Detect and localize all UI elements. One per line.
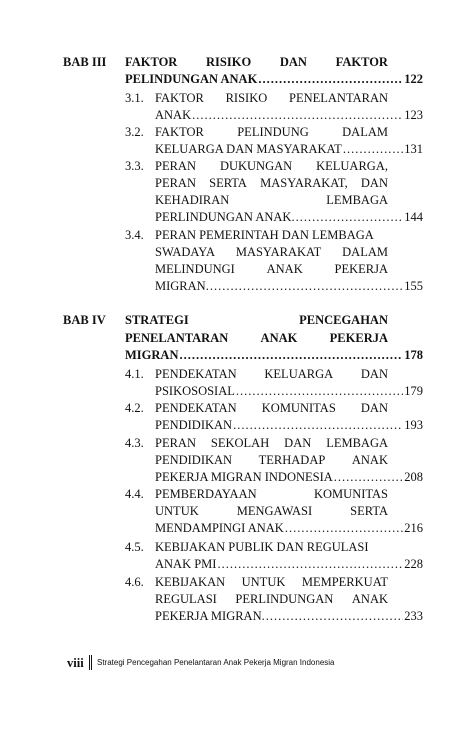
chapter-title-line: PENELANTARAN ANAK PEKERJA bbox=[125, 331, 388, 345]
section-title-line: PENDEKATAN KOMUNITAS DAN bbox=[155, 401, 388, 415]
leader-dots bbox=[236, 384, 403, 399]
section-page: 208 bbox=[404, 470, 423, 484]
chapter-label: BAB IV bbox=[63, 313, 106, 327]
section-page: 228 bbox=[404, 557, 423, 571]
section-title-text: PEKERJA MIGRAN. bbox=[155, 609, 265, 623]
word: FAKTOR bbox=[125, 55, 178, 69]
leader-dots bbox=[192, 108, 403, 123]
section-number: 4.3. bbox=[125, 436, 144, 450]
leader-dots bbox=[233, 418, 403, 433]
section-title-text: PEKERJA MIGRAN INDONESIA bbox=[155, 470, 333, 484]
section-title-text: ANAK PMI bbox=[155, 557, 217, 571]
section-title-line: PENDIDIKAN TERHADAP ANAK bbox=[155, 453, 388, 467]
section-entry[interactable] bbox=[155, 470, 423, 485]
section-entry[interactable] bbox=[155, 279, 423, 294]
section-title-line: FAKTOR PELINDUNG DALAM bbox=[155, 125, 388, 139]
chapter-title-last-line[interactable] bbox=[125, 72, 423, 87]
section-page: 193 bbox=[404, 418, 423, 432]
section-page: 131 bbox=[404, 142, 423, 156]
section-number: 4.4. bbox=[125, 487, 144, 501]
section-title-text: PSIKOSOSIAL bbox=[155, 384, 235, 398]
chapter-title-text: MIGRAN bbox=[125, 348, 179, 362]
chapter-label: BAB III bbox=[63, 55, 107, 69]
leader-dots bbox=[210, 279, 403, 294]
section-title-text: PENDIDIKAN bbox=[155, 418, 233, 432]
leader-dots bbox=[296, 210, 404, 225]
leader-dots bbox=[258, 72, 403, 87]
section-number: 4.5. bbox=[125, 540, 144, 554]
leader-dots bbox=[334, 470, 403, 485]
section-entry[interactable] bbox=[155, 609, 423, 624]
word: DAN bbox=[279, 55, 307, 69]
footer-page-number: viii bbox=[67, 656, 84, 670]
section-page: 233 bbox=[404, 609, 423, 623]
leader-dots bbox=[217, 557, 403, 572]
section-page: 179 bbox=[404, 384, 423, 398]
word: FAKTOR bbox=[335, 55, 388, 69]
section-title-text: MENDAMPINGI ANAK bbox=[155, 521, 284, 535]
section-entry[interactable] bbox=[155, 108, 423, 123]
chapter-page: 178 bbox=[404, 348, 423, 362]
leader-dots bbox=[343, 142, 403, 157]
section-title-line: KEBIJAKAN PUBLIK DAN REGULASI bbox=[155, 540, 369, 554]
section-number: 3.3. bbox=[125, 159, 144, 173]
chapter-title-last-line[interactable] bbox=[125, 348, 423, 363]
leader-dots bbox=[285, 521, 403, 536]
section-title-line: MELINDUNGI ANAK PEKERJA bbox=[155, 262, 388, 276]
section-entry[interactable] bbox=[155, 557, 423, 572]
footer-text: Strategi Pencegahan Penelantaran Anak Pekerja Migran Indonesia bbox=[97, 658, 335, 667]
section-entry[interactable] bbox=[155, 210, 423, 225]
section-number: 3.1. bbox=[125, 91, 144, 105]
section-title-line: PEMBERDAYAAN KOMUNITAS bbox=[155, 487, 388, 501]
section-page: 123 bbox=[404, 108, 423, 122]
section-title-line: PERAN PEMERINTAH DAN LEMBAGA bbox=[155, 228, 374, 242]
section-title-line: PENDEKATAN KELUARGA DAN bbox=[155, 367, 388, 381]
section-entry[interactable] bbox=[155, 418, 423, 433]
word: RISIKO bbox=[206, 55, 252, 69]
section-title-line: PERAN DUKUNGAN KELUARGA, bbox=[155, 159, 388, 173]
section-entry[interactable] bbox=[155, 384, 423, 399]
section-title-line: KEBIJAKAN UNTUK MEMPERKUAT bbox=[155, 575, 388, 589]
section-title-text: KELUARGA DAN MASYARAKAT bbox=[155, 142, 342, 156]
footer-divider bbox=[89, 655, 90, 670]
chapter-title-line bbox=[125, 55, 388, 70]
section-title-line: UNTUK MENGAWASI SERTA bbox=[155, 504, 388, 518]
chapter-title-line: STRATEGI PENCEGAHAN bbox=[125, 313, 388, 327]
section-title-line: REGULASI PERLINDUNGAN ANAK bbox=[155, 592, 388, 606]
section-entry[interactable] bbox=[155, 521, 423, 536]
section-number: 3.2. bbox=[125, 125, 144, 139]
section-title-line: PERAN SERTA MASYARAKAT, DAN bbox=[155, 176, 388, 190]
section-title-text: ANAK bbox=[155, 108, 192, 122]
section-number: 4.1. bbox=[125, 367, 144, 381]
section-title-line: PERAN SEKOLAH DAN LEMBAGA bbox=[155, 436, 388, 450]
section-title-line: SWADAYA MASYARAKAT DALAM bbox=[155, 245, 388, 259]
footer-divider bbox=[91, 655, 92, 670]
section-title-line: KEHADIRAN LEMBAGA bbox=[155, 193, 388, 207]
section-page: 155 bbox=[404, 279, 423, 293]
leader-dots bbox=[179, 348, 403, 363]
section-title-text: PERLINDUNGAN ANAK. bbox=[155, 210, 295, 224]
section-entry[interactable] bbox=[155, 142, 423, 157]
chapter-page: 122 bbox=[404, 72, 423, 86]
chapter-title-text: PELINDUNGAN ANAK bbox=[125, 72, 258, 86]
section-title-line: FAKTOR RISIKO PENELANTARAN bbox=[155, 91, 388, 105]
section-title-text: MIGRAN. bbox=[155, 279, 209, 293]
section-number: 4.2. bbox=[125, 401, 144, 415]
section-page: 144 bbox=[404, 210, 423, 224]
section-number: 3.4. bbox=[125, 228, 144, 242]
leader-dots bbox=[266, 609, 404, 624]
section-page: 216 bbox=[404, 521, 423, 535]
section-number: 4.6. bbox=[125, 575, 144, 589]
